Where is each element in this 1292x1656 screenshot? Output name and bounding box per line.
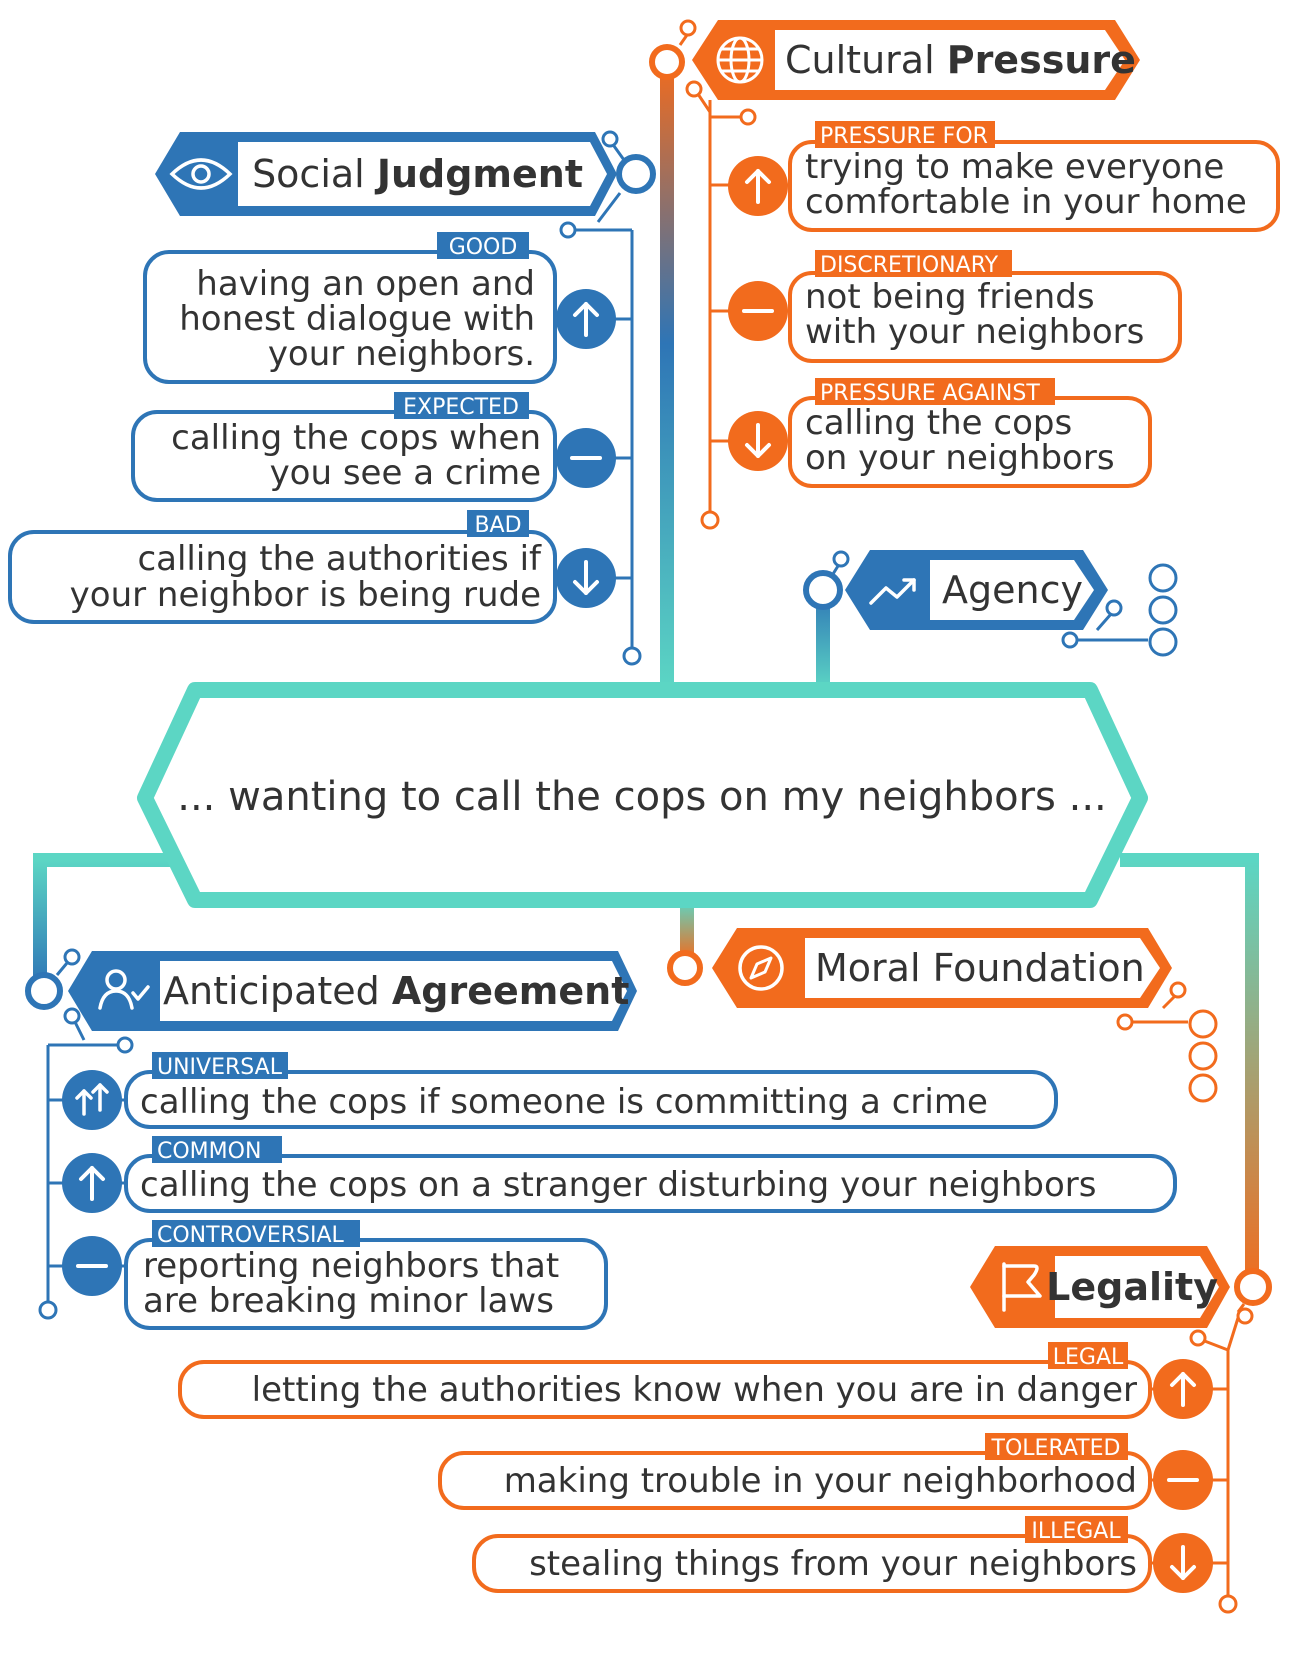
cultural-pressure-group [652, 20, 1278, 528]
social-item-1-line-2: honest dialogue with [179, 299, 535, 339]
cultural-item-1-line-1: trying to make everyone [805, 147, 1225, 187]
legality-title: Legality [1046, 1265, 1218, 1309]
cultural-item-2-line-2: with your neighbors [805, 312, 1145, 352]
pressure-for-tag: PRESSURE FOR [820, 124, 988, 149]
social-item-2-line-1: calling the cops when [171, 418, 541, 458]
illegal-tag: ILLEGAL [1031, 1519, 1121, 1544]
center-node [145, 690, 1140, 900]
social-item-2-line-2: you see a crime [269, 453, 541, 493]
legality-item-3: stealing things from your neighbors [529, 1544, 1137, 1584]
anticipated-agreement-title: Anticipated Agreement [163, 969, 630, 1013]
legal-tag: LEGAL [1052, 1345, 1124, 1370]
good-tag: GOOD [448, 235, 518, 260]
expected-tag: EXPECTED [403, 395, 519, 420]
universal-tag: UNIVERSAL [157, 1055, 282, 1080]
discretionary-tag: DISCRETIONARY [820, 253, 999, 278]
agreement-item-1: calling the cops if someone is committing a crime [140, 1082, 988, 1122]
agency-group [806, 550, 1176, 655]
cultural-item-3-line-2: on your neighbors [805, 438, 1115, 478]
social-item-3-line-1: calling the authorities if [137, 539, 541, 579]
moral-foundation-title: Moral Foundation [815, 946, 1145, 990]
social-judgment-title: Social Judgment [252, 152, 583, 196]
social-item-1-line-3: your neighbors. [267, 334, 535, 374]
legality-item-1: letting the authorities know when you are in danger [251, 1370, 1137, 1410]
cultural-pressure-title: Cultural Pressure [785, 38, 1136, 82]
pressure-against-tag: PRESSURE AGAINST [820, 381, 1040, 406]
bad-tag: BAD [474, 513, 522, 538]
social-judgment-group [10, 132, 653, 664]
agreement-item-3-line-1: reporting neighbors that [143, 1246, 560, 1286]
social-item-1-line-1: having an open and [196, 264, 535, 304]
cultural-item-1-line-2: comfortable in your home [805, 182, 1247, 222]
common-tag: COMMON [157, 1139, 262, 1164]
agreement-item-3-line-2: are breaking minor laws [143, 1281, 554, 1321]
tolerated-tag: TOLERATED [991, 1436, 1121, 1461]
agency-title: Agency [942, 568, 1083, 612]
social-item-3-line-2: your neighbor is being rude [69, 575, 541, 615]
center-text: ... wanting to call the cops on my neighbors ... [177, 774, 1107, 820]
cultural-item-2-line-1: not being friends [805, 277, 1095, 317]
agreement-item-2: calling the cops on a stranger disturbing your neighbors [140, 1165, 1097, 1205]
controversial-tag: CONTROVERSIAL [157, 1223, 344, 1248]
cultural-item-3-line-1: calling the cops [805, 403, 1073, 443]
legality-item-2: making trouble in your neighborhood [503, 1461, 1137, 1501]
